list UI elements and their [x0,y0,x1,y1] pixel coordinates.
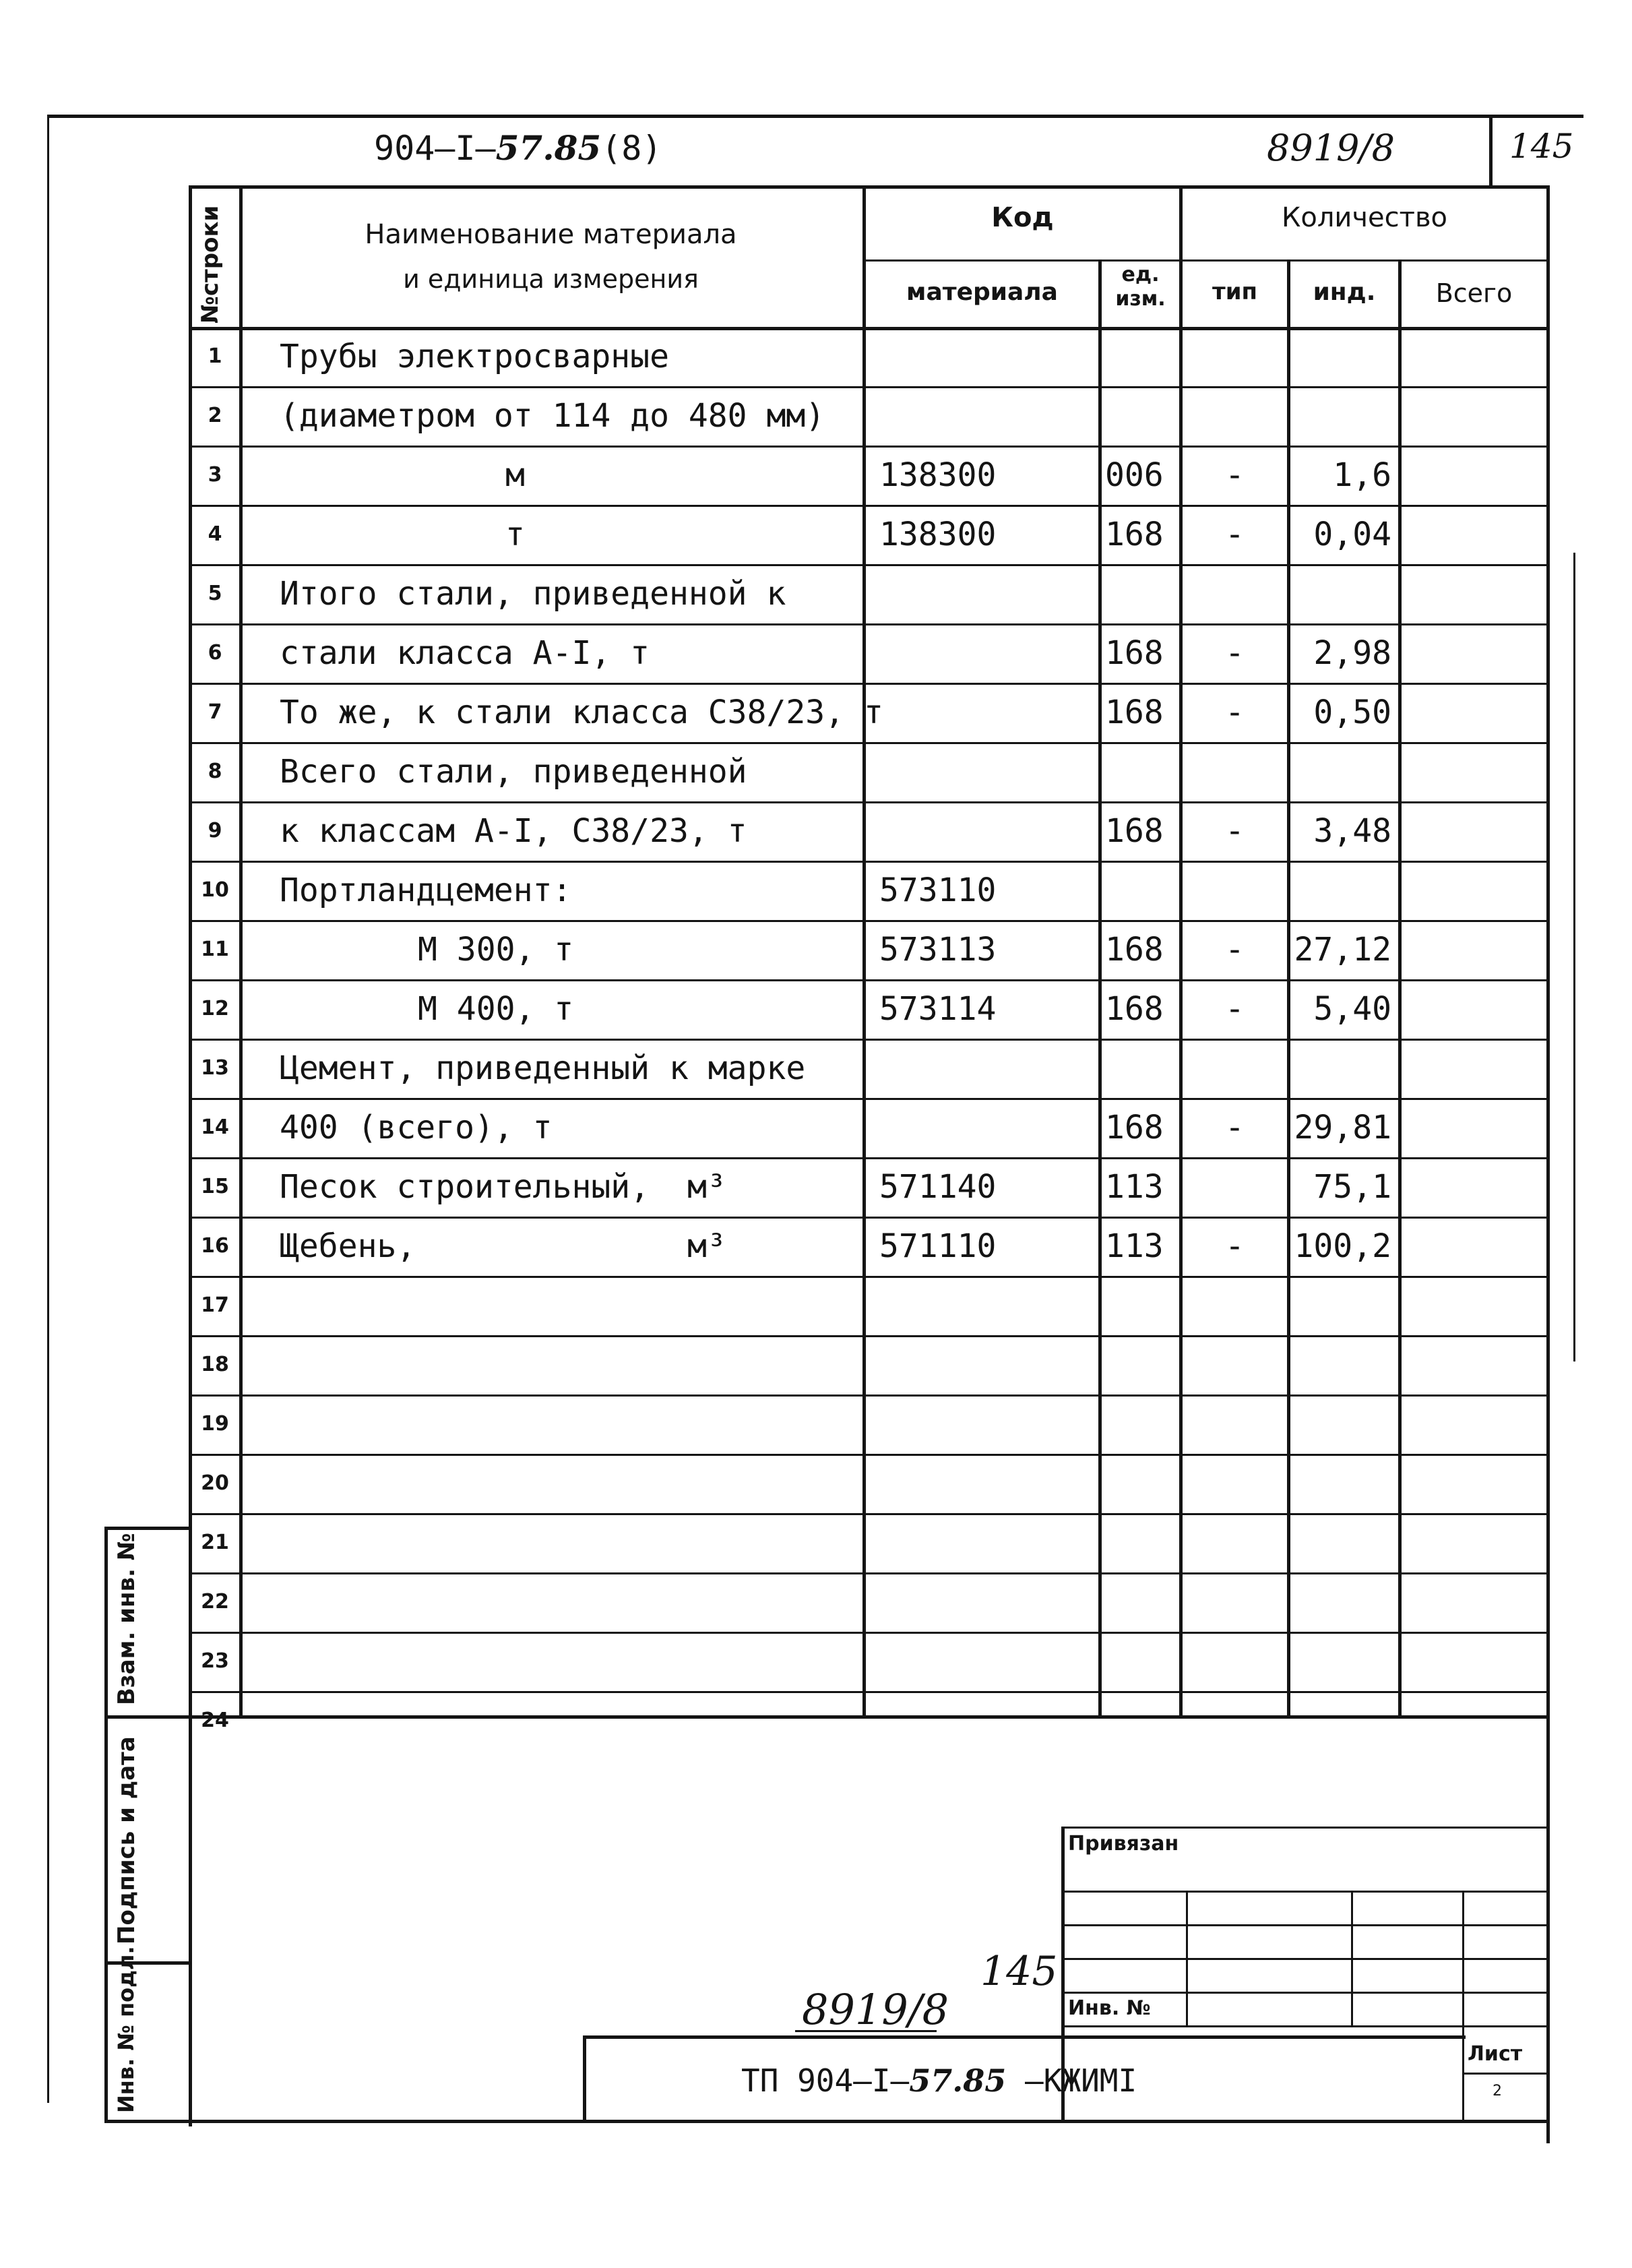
row-ind [1290,1694,1391,1748]
table-top [189,185,1550,189]
tb-row-5 [1061,2025,1546,2027]
row-number: 18 [201,1353,229,1376]
row-ind: 1,6 [1333,456,1391,494]
row-ind: 100,2 [1294,1227,1391,1265]
row-code: 571110 [879,1227,997,1265]
row-total [1402,1516,1543,1570]
row-unit: 168 [1105,990,1164,1028]
row-unit: 168 [1105,1109,1164,1146]
tb-row-4 [1061,1992,1546,1994]
row-name: м [505,456,525,494]
side-podpis-data: Подпись и дата [113,1736,140,1944]
row-number: 10 [201,878,229,902]
table-bottom [189,1715,1546,1719]
row-number: 5 [208,582,222,605]
row-type [1183,863,1287,917]
row-ind: 75,1 [1313,1168,1391,1206]
doc-number [374,128,662,168]
row-name: То же, к стали класса С38/23, т [280,694,883,731]
header-qty: Количество [1281,202,1447,233]
row-type: - [1225,1109,1245,1146]
row-total [1402,448,1543,502]
row-type [1183,1634,1287,1688]
row-separator [189,683,1546,685]
hand-sheet-number: 145 [980,1948,1058,1995]
row-type: - [1225,694,1245,731]
row-number: 22 [201,1590,229,1614]
row-type: - [1225,634,1245,672]
row-number: 19 [201,1412,229,1436]
row-separator [189,1217,1546,1219]
side-inv-podl: Инв. № подл. [113,1946,139,2113]
row-separator [189,623,1546,625]
row-name: (диаметром от 114 до 480 мм) [280,397,825,435]
header-qty-total: Всего [1435,278,1513,308]
tb-sheet-label: Лист [1468,2042,1523,2066]
row-name: М 300, т [418,931,574,969]
row-type: - [1225,931,1245,969]
row-ind [1290,389,1391,443]
tb-col-3 [1462,1891,1464,2120]
row-type [1183,745,1287,799]
row-separator [189,1276,1546,1278]
row-total [1402,330,1543,384]
row-number: 9 [208,819,222,842]
row-total [1402,1575,1543,1629]
row-ind [1290,1575,1391,1629]
table-right [1546,185,1550,2143]
row-type [1183,1160,1287,1214]
row-separator [189,505,1546,507]
row-ind: 2,98 [1313,634,1391,672]
side-stamp-inner [189,1715,192,2120]
row-number: 21 [201,1531,229,1554]
row-ind [1290,567,1391,621]
header-name-line2: и единица измерения [403,264,699,294]
row-name: Портландцемент: [280,871,572,909]
row-number: 3 [208,463,222,487]
row-total [1402,1397,1543,1451]
col-line-rownum [239,185,243,1715]
row-separator [189,1572,1546,1574]
col-line-unit [1098,259,1102,1715]
row-ind: 29,81 [1294,1109,1391,1146]
row-code: 573113 [879,931,997,969]
row-unit: 006 [1105,456,1164,494]
header-row-number: №строки [197,205,224,324]
row-total [1402,1160,1543,1214]
row-number: 11 [201,938,229,961]
row-name: т [505,516,525,553]
header-subline [862,259,1546,262]
tb-doc-code-suffix: –КЖИМI [1006,2062,1137,2099]
header-code-unit: ед. изм. [1115,263,1166,311]
row-type: - [1225,516,1245,553]
row-total [1402,982,1543,1036]
tb-main-top [583,2035,1466,2039]
row-unit: 168 [1105,516,1164,553]
row-separator [189,446,1546,448]
tb-sheet-divider [1462,2073,1546,2075]
row-number: 16 [201,1234,229,1258]
col-line-code [862,185,866,1715]
row-number: 4 [208,522,222,546]
row-number: 15 [201,1175,229,1198]
row-total [1402,1694,1543,1748]
tb-row-1 [1061,1891,1546,1893]
left-outer-edge [47,115,49,2103]
tb-sheet-value: 2 [1493,2083,1502,2100]
row-type [1183,1516,1287,1570]
row-code: 573110 [879,871,997,909]
tb-doc-code-series: 57.85 [909,2062,1007,2099]
row-number: 14 [201,1115,229,1139]
row-type [1183,1041,1287,1095]
row-code: 573114 [879,990,997,1028]
tb-doc-code [741,2062,1137,2099]
side-stamp-div1 [104,1715,189,1719]
row-number: 23 [201,1649,229,1673]
row-name: Всего стали, приведенной [280,753,747,791]
tb-main-left [583,2035,586,2120]
tb-row-2 [1061,1924,1546,1926]
row-ind: 3,48 [1313,812,1391,850]
row-type: - [1225,1227,1245,1265]
row-separator [189,742,1546,744]
row-separator [189,1157,1546,1159]
row-ind [1290,863,1391,917]
row-total [1402,1279,1543,1332]
row-separator [189,1098,1546,1100]
header-code-material: материала [906,278,1058,306]
header-code: Код [991,202,1054,233]
row-unit: 168 [1105,812,1164,850]
row-name: стали класса А-I, т [280,634,650,672]
header-name-line1: Наименование материала [365,219,737,250]
row-total [1402,1338,1543,1392]
top-frame-line [47,115,1583,118]
row-type: - [1225,456,1245,494]
row-separator [189,920,1546,922]
row-ind: 0,04 [1313,516,1391,553]
row-separator [189,1394,1546,1397]
row-total [1402,1634,1543,1688]
tb-inv-no: Инв. № [1068,1996,1151,2020]
row-name: Щебень, [280,1227,416,1265]
row-ind [1290,330,1391,384]
archive-number: 8919/8 [1267,127,1395,169]
row-unit-symbol: м³ [687,1168,726,1206]
row-ind [1290,1397,1391,1451]
hand-underline [795,2030,937,2032]
row-type [1183,1694,1287,1748]
tb-row-top [1061,1827,1546,1829]
row-total [1402,626,1543,680]
row-number: 7 [208,700,222,724]
tb-col-2 [1351,1891,1353,2025]
row-ind: 0,50 [1313,694,1391,731]
row-unit: 168 [1105,931,1164,969]
row-separator [189,386,1546,388]
row-number: 2 [208,404,222,427]
side-stamp-outer [104,1527,108,2120]
row-total [1402,508,1543,561]
doc-number-series: 57.85 [495,128,602,168]
row-number: 6 [208,641,222,665]
row-type: - [1225,812,1245,850]
row-total [1402,1219,1543,1273]
row-separator [189,1039,1546,1041]
row-separator [189,1632,1546,1634]
row-number: 17 [201,1293,229,1317]
row-code: 138300 [879,516,997,553]
row-separator [189,1691,1546,1693]
row-name: М 400, т [418,990,574,1028]
row-separator [189,564,1546,566]
sheet-number-top: 145 [1509,127,1574,166]
row-total [1402,804,1543,858]
side-vzam-inv: Взам. инв. № [113,1533,140,1705]
row-separator [189,1513,1546,1515]
row-type [1183,330,1287,384]
side-stamp-top [104,1527,189,1530]
row-ind [1290,1634,1391,1688]
row-code: 138300 [879,456,997,494]
tb-doc-code-prefix: ТП 904–I– [741,2062,910,2099]
row-number: 13 [201,1056,229,1080]
row-separator [189,979,1546,981]
row-ind [1290,745,1391,799]
row-ind [1290,1279,1391,1332]
row-ind [1290,1457,1391,1510]
header-qty-type: тип [1212,278,1258,305]
row-number: 8 [208,760,222,783]
row-type [1183,1279,1287,1332]
row-ind: 5,40 [1313,990,1391,1028]
row-ind [1290,1041,1391,1095]
row-total [1402,863,1543,917]
header-qty-ind: инд. [1313,278,1376,306]
row-name: Итого стали, приведенной к [280,575,786,613]
doc-number-suffix: (8) [601,129,662,168]
row-type [1183,389,1287,443]
top-right-divider [1489,115,1493,185]
row-name: 400 (всего), т [280,1109,553,1146]
tb-col-1 [1186,1891,1188,2025]
row-total [1402,685,1543,739]
row-name: Цемент, приведенный к марке [280,1049,806,1087]
row-unit: 168 [1105,694,1164,731]
tb-privyazan: Привязан [1068,1832,1179,1856]
row-number: 24 [201,1709,229,1732]
bottom-frame-line [104,2120,1550,2123]
row-separator [189,1335,1546,1337]
row-number: 12 [201,997,229,1020]
row-type [1183,1457,1287,1510]
row-total [1402,389,1543,443]
hand-archive-number: 8919/8 [802,1985,949,2034]
row-type [1183,1338,1287,1392]
row-unit: 113 [1105,1227,1164,1265]
row-type: - [1225,990,1245,1028]
row-unit-symbol: м³ [687,1227,726,1265]
row-type [1183,567,1287,621]
row-ind [1290,1516,1391,1570]
row-unit: 113 [1105,1168,1164,1206]
row-name: к классам А-I, С38/23, т [280,812,747,850]
row-total [1402,567,1543,621]
row-total [1402,745,1543,799]
doc-number-prefix: 904–I– [374,129,496,168]
right-margin-line [1573,553,1575,1361]
row-total [1402,1457,1543,1510]
row-separator [189,861,1546,863]
row-ind: 27,12 [1294,931,1391,969]
row-total [1402,923,1543,977]
row-code: 571140 [879,1168,997,1206]
row-name: Песок строительный, [280,1168,650,1206]
row-type [1183,1575,1287,1629]
row-name: Трубы электросварные [280,338,669,375]
row-ind [1290,1338,1391,1392]
row-number: 1 [208,344,222,368]
row-separator [189,1454,1546,1456]
tb-row-3 [1061,1958,1546,1960]
row-number: 20 [201,1471,229,1495]
row-total [1402,1101,1543,1155]
row-separator [189,801,1546,803]
row-unit: 168 [1105,634,1164,672]
row-type [1183,1397,1287,1451]
row-total [1402,1041,1543,1095]
